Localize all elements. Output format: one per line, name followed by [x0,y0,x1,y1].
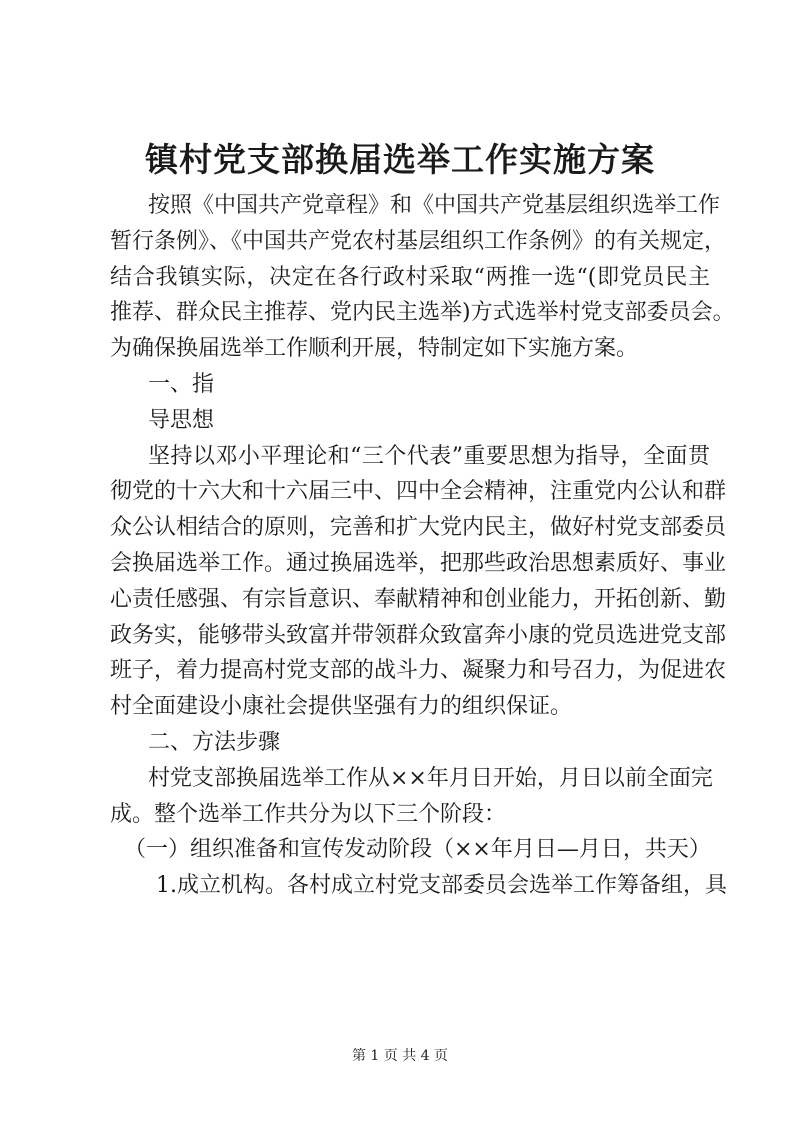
paragraph-line: 班子，着力提高村党支部的战斗力、凝聚力和号召力，为促进农 [110,658,727,684]
section-heading: 二、方法步骤 [148,729,281,755]
paragraph-line: 心责任感强、有宗旨意识、奉献精神和创业能力，开拓创新、勤 [110,586,727,612]
section-heading: 导思想 [148,407,215,433]
paragraph-line: 彻党的十六大和十六届三中、四中全会精神，注重党内公认和群 [110,479,727,505]
document-body [110,188,735,904]
paragraph-line: 会换届选举工作。通过换届选举，把那些政治思想素质好、事业 [110,550,727,576]
subsection-heading: （一）组织准备和宣传发动阶段（××年月日—月日，共天） [124,837,711,863]
paragraph-line: 政务实，能够带头致富并带领群众致富奔小康的党员选进党支部 [110,622,727,648]
paragraph-line: 村党支部换届选举工作从××年月日开始，月日以前全面完 [148,765,713,791]
paragraph-line: 众公认相结合的原则，完善和扩大党内民主，做好村党支部委员 [110,515,727,541]
paragraph-line: 暂行条例》、《中国共产党农村基层组织工作条例》的有关规定， [110,228,727,254]
paragraph-line: 村全面建设小康社会提供坚强有力的组织保证。 [110,694,573,720]
paragraph-line: 按照《中国共产党章程》和《中国共产党基层组织选举工作 [148,193,721,218]
page-footer: 第 1 页 共 4 页 [351,1048,449,1064]
paragraph-line: 结合我镇实际，决定在各行政村采取“两推一选“(即党员民主 [110,264,710,290]
paragraph-line: 坚持以邓小平理论和“三个代表”重要思想为指导，全面贯 [148,443,710,469]
section-heading: 一、指 [148,371,215,397]
paragraph-line: 1.成立机构。各村成立村党支部委员会选举工作筹备组，具 [156,873,727,899]
paragraph-line: 成。整个选举工作共分为以下三个阶段： [110,801,507,827]
paragraph-line: 为确保换届选举工作顺利开展，特制定如下实施方案。 [110,336,639,362]
paragraph-line: 推荐、群众民主推荐、党内民主选举)方式选举村党支部委员会。 [110,300,735,326]
document-title: 镇村党支部换届选举工作实施方案 [145,140,655,179]
